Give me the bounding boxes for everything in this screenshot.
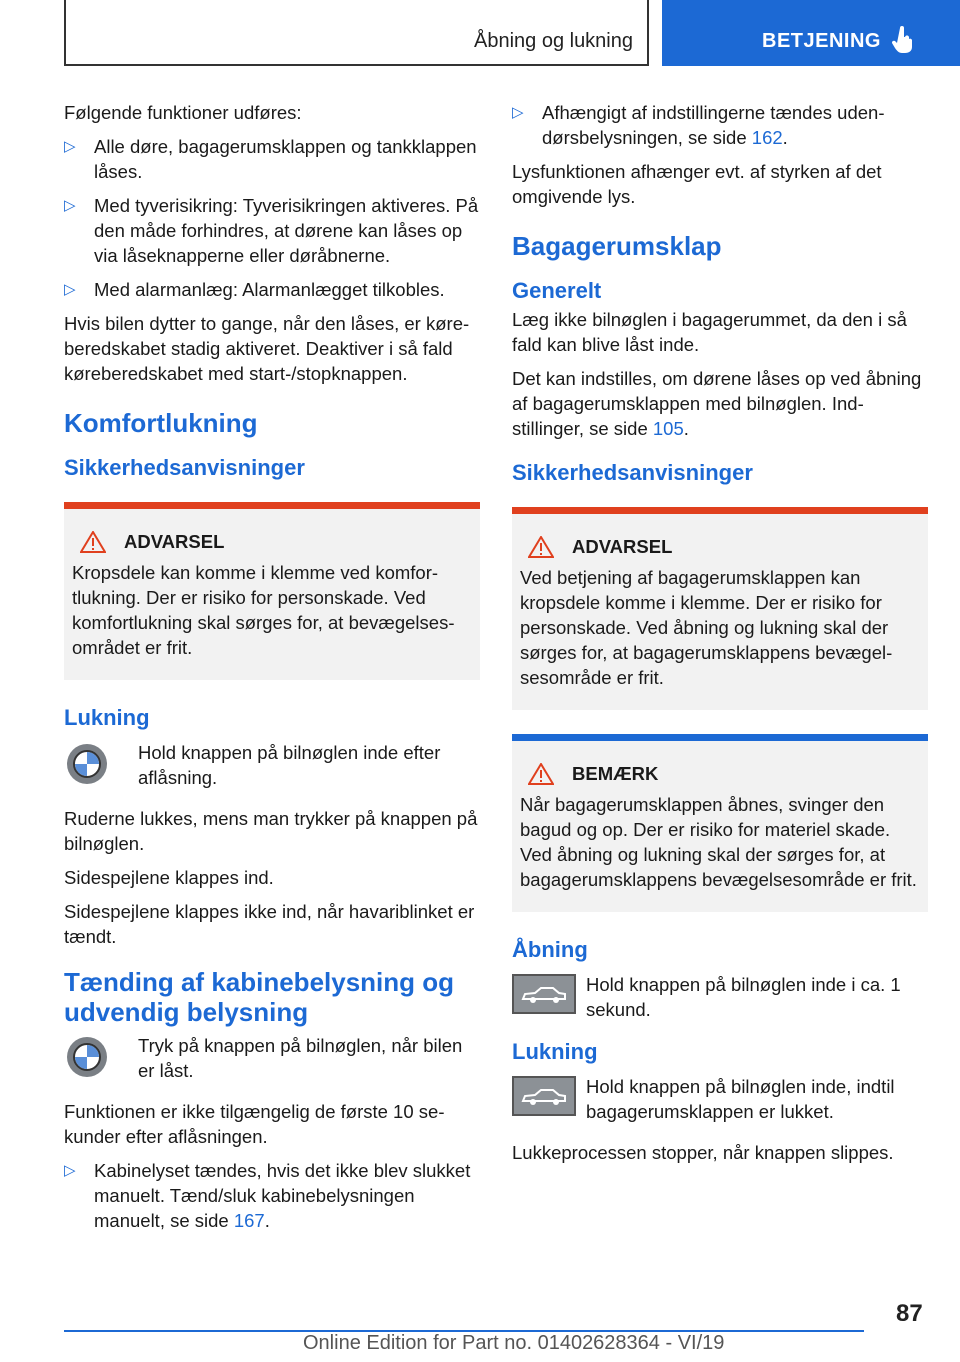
warning-text: Ved betjening af bagagerumsklappen kan kropsdele komme i klemme. Der er risiko for personskade. Ved åbning og lukning skal der sørges for, at bagagerumsklappens bevægelsesområde er frit.: [520, 567, 893, 688]
bmw-key-button-icon: [67, 1037, 107, 1077]
heading-sikkerhedsanvisninger: Sikkerhedsanvisninger: [512, 460, 753, 485]
heading-aabning: Åbning: [512, 937, 588, 962]
page-link[interactable]: 167: [233, 1210, 265, 1231]
instruction-text: Hold knappen på bilnøglen inde, indtil bagagerumsklappen er lukket.: [586, 1076, 895, 1122]
instruction-row: [64, 1033, 480, 1083]
heading-generelt: Generelt: [512, 278, 602, 303]
paragraph: Sidespejlene klappes ind.: [64, 867, 274, 888]
bmw-key-button-icon: [67, 744, 107, 784]
instruction-text: Hold knappen på bilnøglen inde efter aflåsning.: [138, 742, 441, 788]
note-box: [512, 734, 928, 912]
heading-taending: Tænding af kabinebelysning og udvendig belysning: [64, 967, 455, 1027]
note-text: Når bagagerumsklappen åbnes, svinger den bagud og op. Der er risiko for materiel skade. Ved åbning og lukning skal der sørges for, at bagagerumsklappens bevægelsesområde er frit.: [520, 794, 917, 890]
right-column: [512, 100, 928, 1174]
warning-box: [512, 507, 928, 710]
intro-text: Følgende funktioner udføres:: [64, 102, 302, 123]
heading-lukning: Lukning: [512, 1039, 598, 1064]
warning-triangle-icon: [80, 531, 106, 553]
heading-bagagerumsklap: Bagagerumsklap: [512, 231, 722, 261]
instruction-text: Hold knappen på bilnøglen inde i ca. 1 sekund.: [586, 974, 901, 1020]
chapter-title: BETJENING: [762, 30, 881, 52]
edition-text: Online Edition for Part no. 01402628364 - VI/19: [303, 1332, 725, 1354]
pointing-hand-icon: [892, 26, 914, 54]
paragraph: Ruderne lukkes, mens man trykker på knappen på bilnøglen.: [64, 808, 478, 854]
paragraph: Lukkeprocessen stopper, når knappen slippes.: [512, 1142, 894, 1163]
list-item: ▷ Alle døre, bagagerumsklappen og tankklappen låses.: [64, 134, 480, 184]
warning-title: ADVARSEL: [572, 536, 673, 557]
page-link[interactable]: 105: [652, 418, 684, 439]
paragraph: Funktionen er ikke tilgængelig de første 10 sekunder efter aflåsningen.: [64, 1101, 445, 1147]
warning-title: ADVARSEL: [124, 531, 225, 552]
list-item: ▷ Med alarmanlæg: Alarmanlægget tilkobles.: [64, 277, 480, 302]
warning-triangle-icon: [528, 763, 554, 785]
warning-text: Kropsdele kan komme i klemme ved komfortlukning. Der er risiko for personskade. Ved komfortlukning skal sørges for, at bevægelsesområdet er frit.: [72, 562, 455, 658]
instruction-text: Tryk på knappen på bilnøglen, når bilen er låst.: [138, 1035, 463, 1081]
paragraph: Sidespejlene klappes ikke ind, når havariblinket er tændt.: [64, 901, 475, 947]
car-trunk-button-icon: [512, 1076, 576, 1116]
list-item: ▷ Kabinelyset tændes, hvis det ikke blev slukket manuelt. Tænd/sluk kabinebelysningen manuelt, se side 167.: [64, 1158, 480, 1233]
section-title: Åbning og lukning: [473, 30, 633, 52]
heading-komfortlukning: Komfortlukning: [64, 408, 258, 438]
instruction-row: [512, 1074, 928, 1124]
note-header: [520, 761, 920, 786]
paragraph: Det kan indstilles, om dørene låses op ved åbning af bagagerumsklappen med bilnøglen. Indstillinger, se side 105.: [512, 368, 922, 439]
paragraph: Hvis bilen dytter to gange, når den låses, er køreberedskabet stadig aktiveret. Deaktiver i så fald køreberedskabet med start-/stopknappen.: [64, 313, 470, 384]
instruction-row: [512, 972, 928, 1022]
warning-header: [520, 534, 920, 559]
warning-triangle-icon: [528, 536, 554, 558]
paragraph: Lysfunktionen afhænger evt. af styrken af det omgivende lys.: [512, 161, 882, 207]
page-number: 87: [896, 1300, 923, 1327]
header-chapter-box: [662, 0, 960, 66]
warning-box: [64, 502, 480, 680]
heading-lukning: Lukning: [64, 705, 150, 730]
note-title: BEMÆRK: [572, 763, 659, 784]
heading-sikkerhedsanvisninger: Sikkerhedsanvisninger: [64, 455, 305, 480]
left-column: [64, 100, 480, 1242]
header-section-box: [64, 0, 649, 66]
car-trunk-button-icon: [512, 974, 576, 1014]
warning-header: [72, 529, 472, 554]
page-link[interactable]: 162: [751, 127, 783, 148]
list-item: ▷ Med tyverisikring: Tyverisikringen aktiveres. På den måde forhindres, at dørene kan låses op via låseknapperne eller døråbnerne.: [64, 193, 480, 268]
instruction-row: [64, 740, 480, 790]
paragraph: Læg ikke bilnøglen i bagagerummet, da den i så fald kan blive låst inde.: [512, 309, 907, 355]
list-item: ▷ Afhængigt af indstillingerne tændes udendørsbelysningen, se side 162.: [512, 100, 928, 150]
